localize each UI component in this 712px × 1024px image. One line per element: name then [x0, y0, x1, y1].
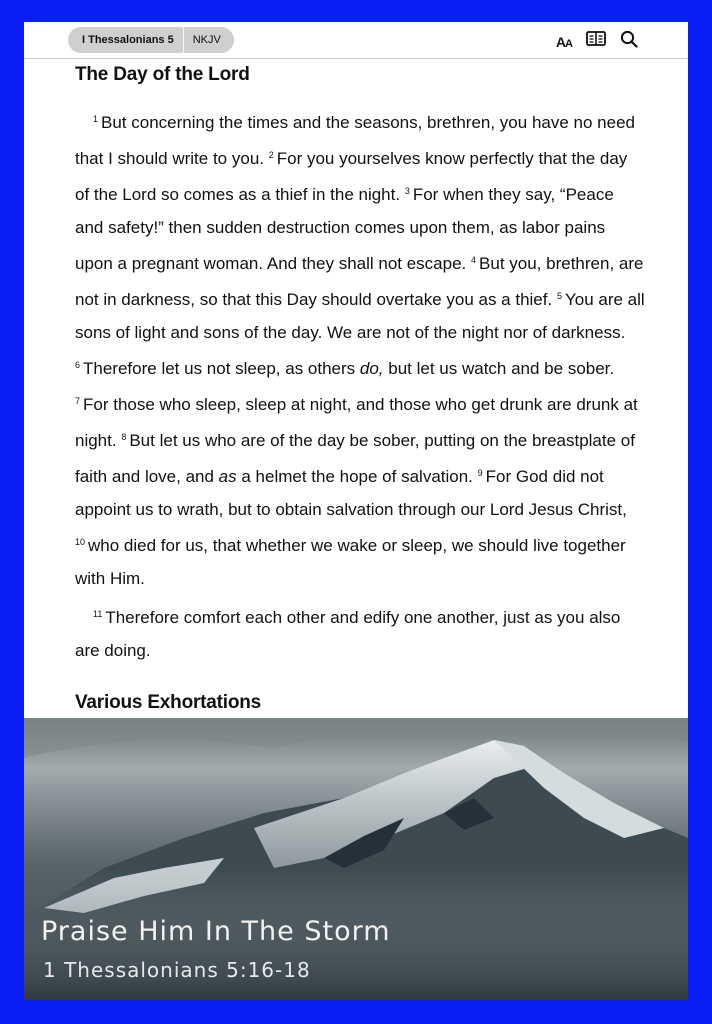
- verse-number[interactable]: 7: [75, 396, 81, 406]
- verse-number[interactable]: 4: [471, 255, 477, 265]
- paragraph: [75, 103, 645, 595]
- verse-text[interactable]: But let us who are of the day be sober, putting on the breastplate of faith and love, and: [75, 431, 635, 486]
- verse-number[interactable]: 11: [93, 609, 103, 619]
- storm-banner-image: [24, 718, 688, 1000]
- banner-reference: 1 Thessalonians 5:16-18: [43, 958, 311, 982]
- verse-text[interactable]: But concerning the times and the seasons, brethren, you have no need that I should write to you.: [75, 113, 635, 168]
- verse-text[interactable]: Therefore let us not sleep, as others: [83, 359, 360, 378]
- verse-text[interactable]: But you, brethren, are not in darkness, so that this Day should overtake you as a thief.: [75, 254, 644, 309]
- verse-text[interactable]: For God did not appoint us to wrath, but to obtain salvation through our Lord Jesus Christ,: [75, 467, 627, 519]
- search-icon[interactable]: [620, 30, 638, 53]
- verse-number[interactable]: 1: [93, 114, 99, 124]
- verse-number[interactable]: 3: [404, 186, 410, 196]
- verse-text[interactable]: You are all sons of light and sons of the day. We are not of the night nor of darkness.: [75, 290, 645, 342]
- section-heading: Various Exhortations: [75, 692, 262, 713]
- parallel-book-icon[interactable]: [586, 31, 606, 52]
- verse-number[interactable]: 2: [268, 150, 274, 160]
- verse-italic-word[interactable]: do,: [359, 359, 384, 378]
- verse-text[interactable]: For you yourselves know perfectly that the day of the Lord so comes as a thief in the night.: [75, 149, 628, 204]
- verse-text[interactable]: For those who sleep, sleep at night, and those who get drunk are drunk at night.: [75, 395, 638, 450]
- font-size-big-letter: A: [555, 33, 566, 50]
- reader-toolbar: [24, 22, 688, 59]
- verse-text[interactable]: a helmet the hope of salvation.: [236, 467, 473, 486]
- verse-text[interactable]: but let us watch and be sober.: [383, 359, 615, 378]
- version-button[interactable]: NKJV: [192, 34, 221, 46]
- paragraph: [75, 598, 645, 667]
- font-size-icon[interactable]: [556, 34, 572, 50]
- reference-selector: [68, 27, 234, 53]
- verse-number[interactable]: 6: [75, 360, 81, 370]
- toolbar-actions: [556, 30, 638, 53]
- verse-number[interactable]: 8: [121, 432, 127, 442]
- book-chapter-button[interactable]: I Thessalonians 5: [82, 34, 174, 46]
- font-size-small-letter: A: [565, 37, 572, 50]
- banner-title: Praise Him In The Storm: [41, 916, 391, 947]
- verse-number[interactable]: 5: [556, 291, 562, 301]
- verse-text[interactable]: who died for us, that whether we wake or sleep, we should live together with Him.: [75, 536, 626, 588]
- verse-italic-word[interactable]: as: [218, 467, 237, 486]
- reader-page: [24, 22, 688, 1000]
- section-heading: The Day of the Lord: [75, 64, 250, 85]
- verse-number[interactable]: 9: [477, 468, 483, 478]
- verse-number[interactable]: 10: [75, 537, 86, 547]
- verse-text[interactable]: Therefore comfort each other and edify one another, just as you also are doing.: [75, 608, 621, 660]
- verse-text[interactable]: For when they say, “Peace and safety!” then sudden destruction comes upon them, as labor pains upon a pregnant woman. And they shall not escape.: [75, 185, 614, 273]
